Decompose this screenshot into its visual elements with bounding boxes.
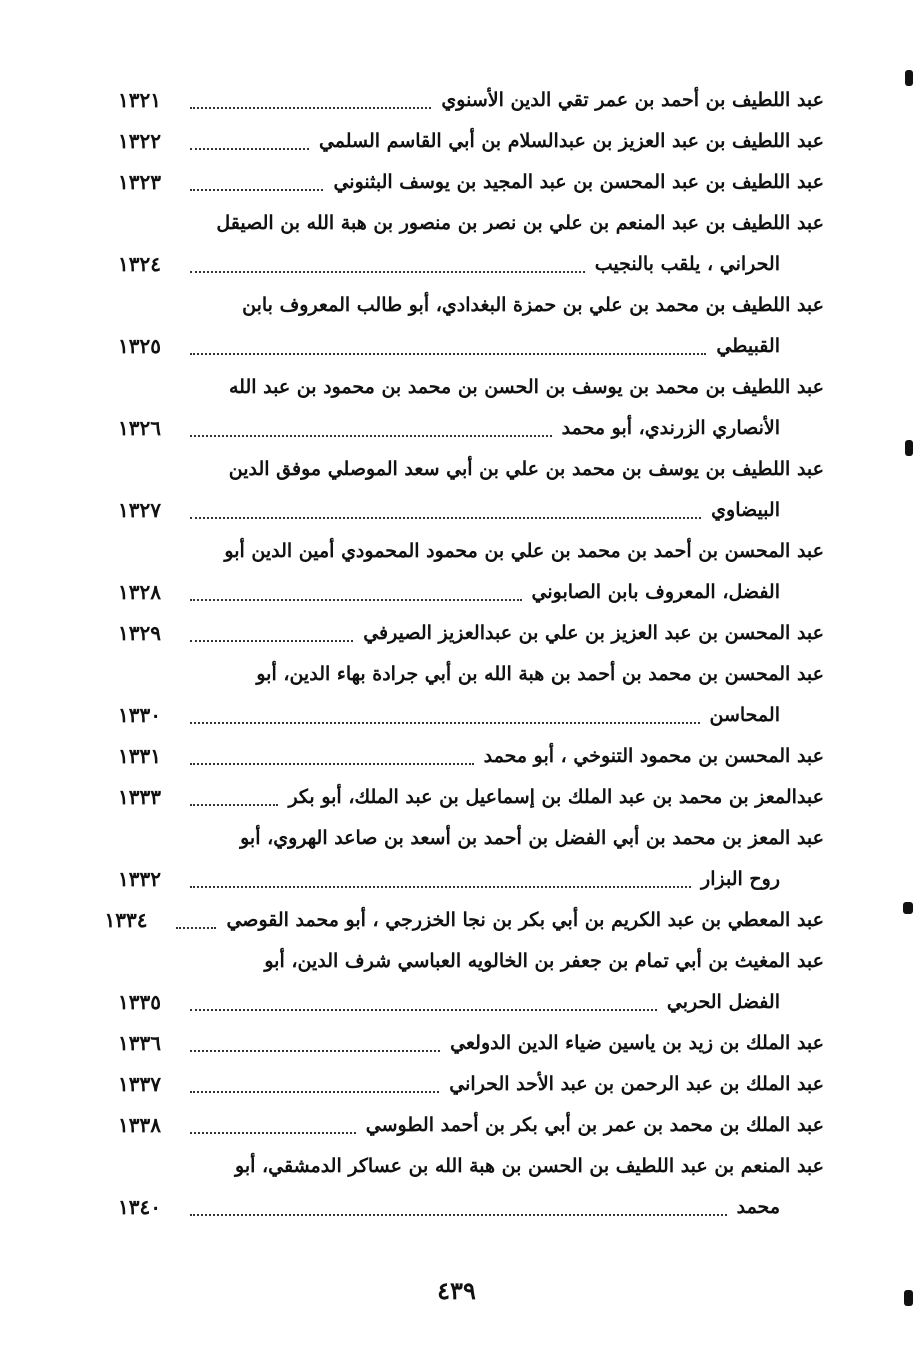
entry-text: القبيطي: [716, 335, 780, 357]
index-entry: [104, 900, 824, 941]
index-entry: [118, 613, 824, 654]
entry-number: ١٣٢١: [118, 88, 161, 112]
entry-text: الأنصاري الزرندي، أبو محمد: [561, 417, 780, 439]
entry-text: الفضل الحربي: [666, 991, 780, 1013]
entry-line: [118, 531, 824, 572]
entry-text: عبد الملك بن زيد بن ياسين ضياء الدين الدولعي: [450, 1032, 824, 1054]
entry-number: ١٣٣٤: [104, 908, 148, 932]
entry-text: البيضاوي: [711, 499, 780, 521]
entry-number: ١٣٢٥: [118, 334, 161, 358]
index-entry: [118, 449, 824, 531]
index-entry: [118, 1105, 824, 1146]
entry-number: ١٣٣١: [118, 744, 161, 768]
entry-text: عبد اللطيف بن محمد بن علي بن حمزة البغدادي، أبو طالب المعروف بابن: [242, 294, 824, 316]
entry-text: عبدالمعز بن محمد بن عبد الملك بن إسماعيل بن عبد الملك، أبو بكر: [288, 786, 824, 808]
leader-dots: [190, 885, 691, 888]
entry-line: [118, 449, 824, 490]
page-number: ٤٣٩: [437, 1276, 476, 1305]
index-entry: [118, 80, 824, 121]
entry-number: ١٣٢٢: [118, 129, 161, 153]
entry-text: عبد الملك بن محمد بن عمر بن أبي بكر بن أحمد الطوسي: [365, 1114, 824, 1136]
entry-line: [118, 121, 824, 162]
entry-line: [118, 1064, 824, 1105]
entry-line: [118, 1023, 824, 1064]
index-entry: [118, 1064, 824, 1105]
entry-text: عبد المعطي بن عبد الكريم بن أبي بكر بن نجا الخزرجي ، أبو محمد القوصي: [226, 909, 824, 931]
entry-line: [118, 1146, 824, 1187]
entry-text: عبد المنعم بن عبد اللطيف بن الحسن بن هبة الله بن عساكر الدمشقي، أبو: [235, 1155, 824, 1177]
entry-number: ١٣٣٠: [118, 703, 161, 727]
leader-dots: [190, 106, 431, 109]
entry-text: عبد اللطيف بن محمد بن يوسف بن الحسن بن محمد بن محمود بن عبد الله: [228, 376, 824, 398]
entry-line: [118, 326, 824, 367]
entry-text: عبد المحسن بن أحمد بن محمد بن علي بن محمود المحمودي أمين الدين أبو: [224, 540, 824, 562]
index-entry: [118, 121, 824, 162]
entry-number: ١٣٣٢: [118, 867, 161, 891]
leader-dots: [190, 188, 323, 191]
entry-text: عبد الملك بن عبد الرحمن بن عبد الأحد الحراني: [449, 1073, 824, 1095]
entry-line: [118, 613, 824, 654]
entry-line: [118, 736, 824, 777]
index-entry: [118, 162, 824, 203]
leader-dots: [190, 1090, 439, 1093]
entry-text: عبد المغيث بن أبي تمام بن جعفر بن الخالويه العباسي شرف الدين، أبو: [264, 950, 824, 972]
entry-line: [118, 982, 824, 1023]
entry-text: المحاسن: [709, 704, 780, 726]
index-list: [104, 80, 824, 1228]
entry-text: محمد: [736, 1196, 780, 1218]
index-entry: [118, 367, 824, 449]
entry-line: [118, 859, 824, 900]
entry-number: ١٣٣٣: [118, 785, 161, 809]
entry-text: عبد اللطيف بن عبد العزيز بن عبدالسلام بن أبي القاسم السلمي: [318, 130, 824, 152]
entry-text: عبد المحسن بن محمد بن أحمد بن هبة الله بن أبي جرادة بهاء الدين، أبو: [256, 663, 824, 685]
index-entry: [118, 1146, 824, 1228]
index-entry: [118, 531, 824, 613]
leader-dots: [190, 1008, 657, 1011]
index-entry: [118, 777, 824, 818]
entry-number: ١٣٢٧: [118, 498, 161, 522]
entry-text: عبد اللطيف بن عبد المحسن بن عبد المجيد بن يوسف البثنوني: [333, 171, 824, 193]
leader-dots: [190, 352, 706, 355]
entry-text: روح البزار: [701, 868, 780, 890]
entry-text: عبد اللطيف بن عبد المنعم بن علي بن نصر بن منصور بن هبة الله بن الصيقل: [216, 212, 824, 234]
entry-line: [118, 162, 824, 203]
entry-number: ١٣٣٨: [118, 1113, 161, 1137]
entry-number: ١٣٢٣: [118, 170, 161, 194]
index-entry: [118, 736, 824, 777]
entry-line: [118, 941, 824, 982]
entry-text: الفضل، المعروف بابن الصابوني: [531, 581, 780, 603]
entry-line: [118, 367, 824, 408]
leader-dots: [190, 721, 700, 724]
entry-line: [118, 1187, 824, 1228]
index-entry: [118, 1023, 824, 1064]
entry-line: [104, 900, 824, 941]
leader-dots: [190, 639, 353, 642]
index-entry: [118, 941, 824, 1023]
entry-number: ١٣٣٥: [118, 990, 161, 1014]
entry-line: [118, 572, 824, 613]
entry-line: [118, 777, 824, 818]
leader-dots: [190, 270, 585, 273]
entry-line: [118, 695, 824, 736]
leader-dots: [190, 434, 552, 437]
index-entry: [118, 818, 824, 900]
entry-line: [118, 408, 824, 449]
entry-number: ١٣٢٨: [118, 580, 161, 604]
entry-text: عبد اللطيف بن يوسف بن محمد بن علي بن أبي سعد الموصلي موفق الدين: [228, 458, 824, 480]
entry-text: عبد اللطيف بن أحمد بن عمر تقي الدين الأسنوي: [441, 89, 824, 111]
entry-text: عبد المحسن بن محمود التنوخي ، أبو محمد: [483, 745, 824, 767]
leader-dots: [190, 803, 278, 806]
entry-line: [118, 80, 824, 121]
edge-mark: [904, 1290, 913, 1306]
entry-number: ١٣٣٧: [118, 1072, 161, 1096]
entry-line: [118, 203, 824, 244]
edge-mark: [905, 70, 913, 86]
leader-dots: [190, 1213, 727, 1216]
entry-line: [118, 244, 824, 285]
index-entry: [118, 285, 824, 367]
leader-dots: [190, 598, 522, 601]
entry-number: ١٣٣٦: [118, 1031, 161, 1055]
index-entry: [118, 203, 824, 285]
entry-text: عبد المعز بن محمد بن أبي الفضل بن أحمد بن أسعد بن صاعد الهروي، أبو: [240, 827, 824, 849]
entry-line: [118, 490, 824, 531]
entry-line: [118, 1105, 824, 1146]
entry-number: ١٣٢٤: [118, 252, 161, 276]
leader-dots: [190, 1131, 356, 1134]
leader-dots: [190, 147, 309, 150]
entry-number: ١٣٢٩: [118, 621, 161, 645]
index-entry: [118, 654, 824, 736]
entry-number: ١٣٢٦: [118, 416, 161, 440]
entry-number: ١٣٤٠: [118, 1195, 161, 1219]
leader-dots: [190, 516, 701, 519]
entry-line: [118, 285, 824, 326]
leader-dots: [190, 762, 474, 765]
leader-dots: [176, 926, 216, 929]
entry-text: الحراني ، يلقب بالنجيب: [594, 253, 780, 275]
leader-dots: [190, 1049, 440, 1052]
entry-text: عبد المحسن بن عبد العزيز بن علي بن عبدالعزيز الصيرفي: [363, 622, 824, 644]
entry-line: [118, 818, 824, 859]
entry-line: [118, 654, 824, 695]
edge-mark: [903, 902, 913, 914]
edge-mark: [905, 440, 913, 456]
